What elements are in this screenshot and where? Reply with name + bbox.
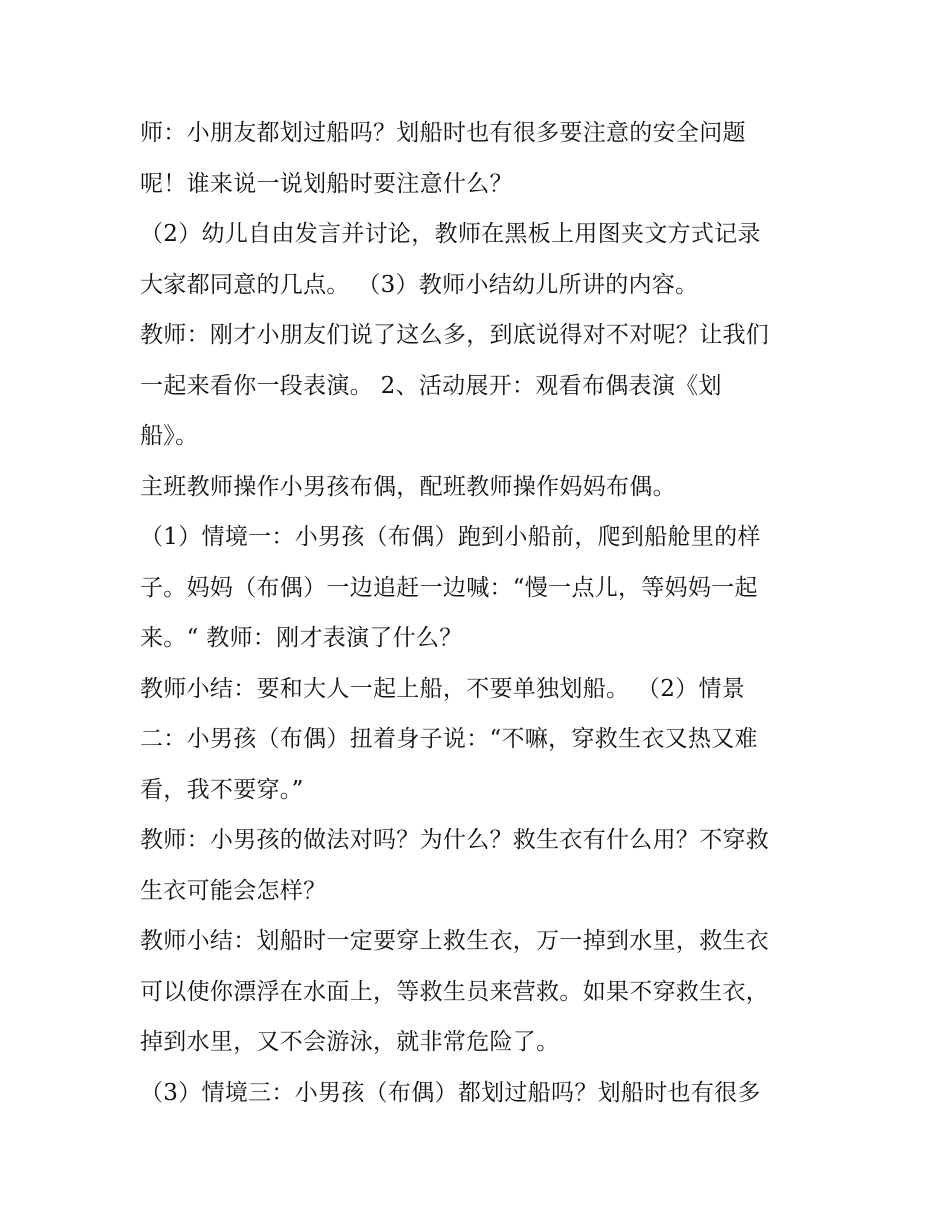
text-line: 师：小朋友都划过船吗？划船时也有很多要注意的安全问题 — [140, 120, 746, 146]
text-line: 掉到水里，又不会游泳，就非常危险了。 — [140, 1029, 560, 1055]
body-text — [140, 108, 830, 1118]
text-line: 看，我不要穿。” — [140, 776, 304, 803]
text-line: 主班教师操作小男孩布偶，配班教师操作妈妈布偶。 — [140, 473, 676, 500]
text-line: 大家都同意的几点。 （3）教师小结幼儿所讲的内容。 — [140, 271, 699, 298]
text-line: （3）情境三：小男孩（布偶）都划过船吗？划船时也有很多 — [140, 1079, 761, 1106]
text-line: 船》。 — [140, 423, 199, 449]
text-line: 可以使你漂浮在水面上，等救生员来营救。如果不穿救生衣， — [140, 978, 770, 1005]
text-line: 来。“ 教师：刚才表演了什么？ — [140, 625, 463, 651]
text-line: 教师：刚才小朋友们说了这么多，到底说得对不对呢？让我们 — [140, 322, 770, 348]
text-line: 生衣可能会怎样？ — [140, 877, 327, 904]
text-line: （1）情境一：小男孩（布偶）跑到小船前，爬到船舱里的样 — [140, 524, 761, 550]
text-line: 一起来看你一段表演。 2、活动展开：观看布偶表演《划 — [140, 372, 722, 399]
text-line: 教师小结：要和大人一起上船，不要单独划船。 （2）情景 — [140, 675, 746, 702]
text-line: 教师小结：划船时一定要穿上救生衣，万一掉到水里，救生衣 — [140, 928, 770, 954]
text-line: 子。妈妈（布偶）一边追赶一边喊：“慢一点儿，等妈妈一起 — [140, 574, 758, 601]
text-line: （2）幼儿自由发言并讨论，教师在黑板上用图夹文方式记录 — [140, 221, 761, 247]
text-line: 呢！谁来说一说划船时要注意什么？ — [140, 170, 513, 197]
text-line: 教师：小男孩的做法对吗？为什么？救生衣有什么用？不穿救 — [140, 827, 770, 853]
text-line: 二：小男孩（布偶）扭着身子说：“不嘛，穿救生衣又热又难 — [140, 726, 758, 752]
